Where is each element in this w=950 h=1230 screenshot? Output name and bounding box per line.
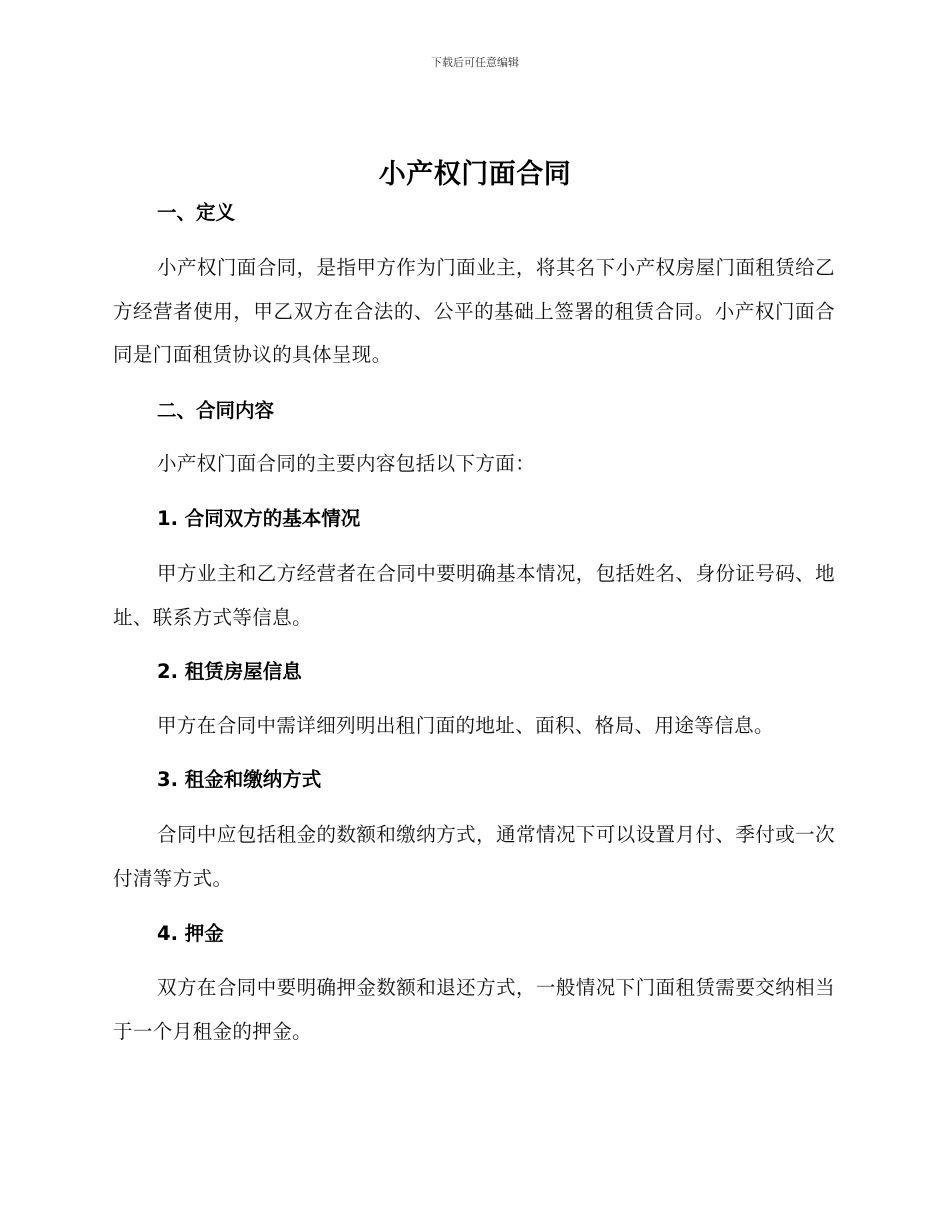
item-paragraph-deposit: 双方在合同中要明确押金数额和退还方式，一般情况下门面租赁需要交纳相当于一个月租金的押金。 bbox=[113, 976, 835, 1043]
item-paragraph-property: 甲方在合同中需详细列明出租门面的地址、面积、格局、用途等信息。 bbox=[157, 714, 774, 737]
section-heading-contents: 二、合同内容 bbox=[157, 399, 275, 422]
item-heading-rent: 3. 租金和缴纳方式 bbox=[157, 768, 322, 791]
contents-intro-paragraph: 小产权门面合同的主要内容包括以下方面： bbox=[157, 452, 536, 475]
document-title: 小产权门面合同 bbox=[378, 159, 572, 190]
definition-paragraph: 小产权门面合同，是指甲方作为门面业主，将其名下小产权房屋门面租赁给乙方经营者使用，甲乙双方在合法的、公平的基础上签署的租赁合同。小产权门面合同是门面租赁协议的具体呈现。 bbox=[113, 256, 835, 366]
item-heading-parties: 1. 合同双方的基本情况 bbox=[157, 507, 361, 530]
section-heading-definition: 一、定义 bbox=[157, 201, 236, 224]
item-heading-deposit: 4. 押金 bbox=[157, 922, 224, 945]
header-note: 下载后可任意编辑 bbox=[431, 56, 519, 69]
item-paragraph-rent: 合同中应包括租金的数额和缴纳方式，通常情况下可以设置月付、季付或一次付清等方式。 bbox=[113, 823, 835, 890]
item-paragraph-parties: 甲方业主和乙方经营者在合同中要明确基本情况，包括姓名、身份证号码、地址、联系方式等信息。 bbox=[113, 562, 835, 629]
item-heading-property: 2. 租赁房屋信息 bbox=[157, 660, 302, 683]
